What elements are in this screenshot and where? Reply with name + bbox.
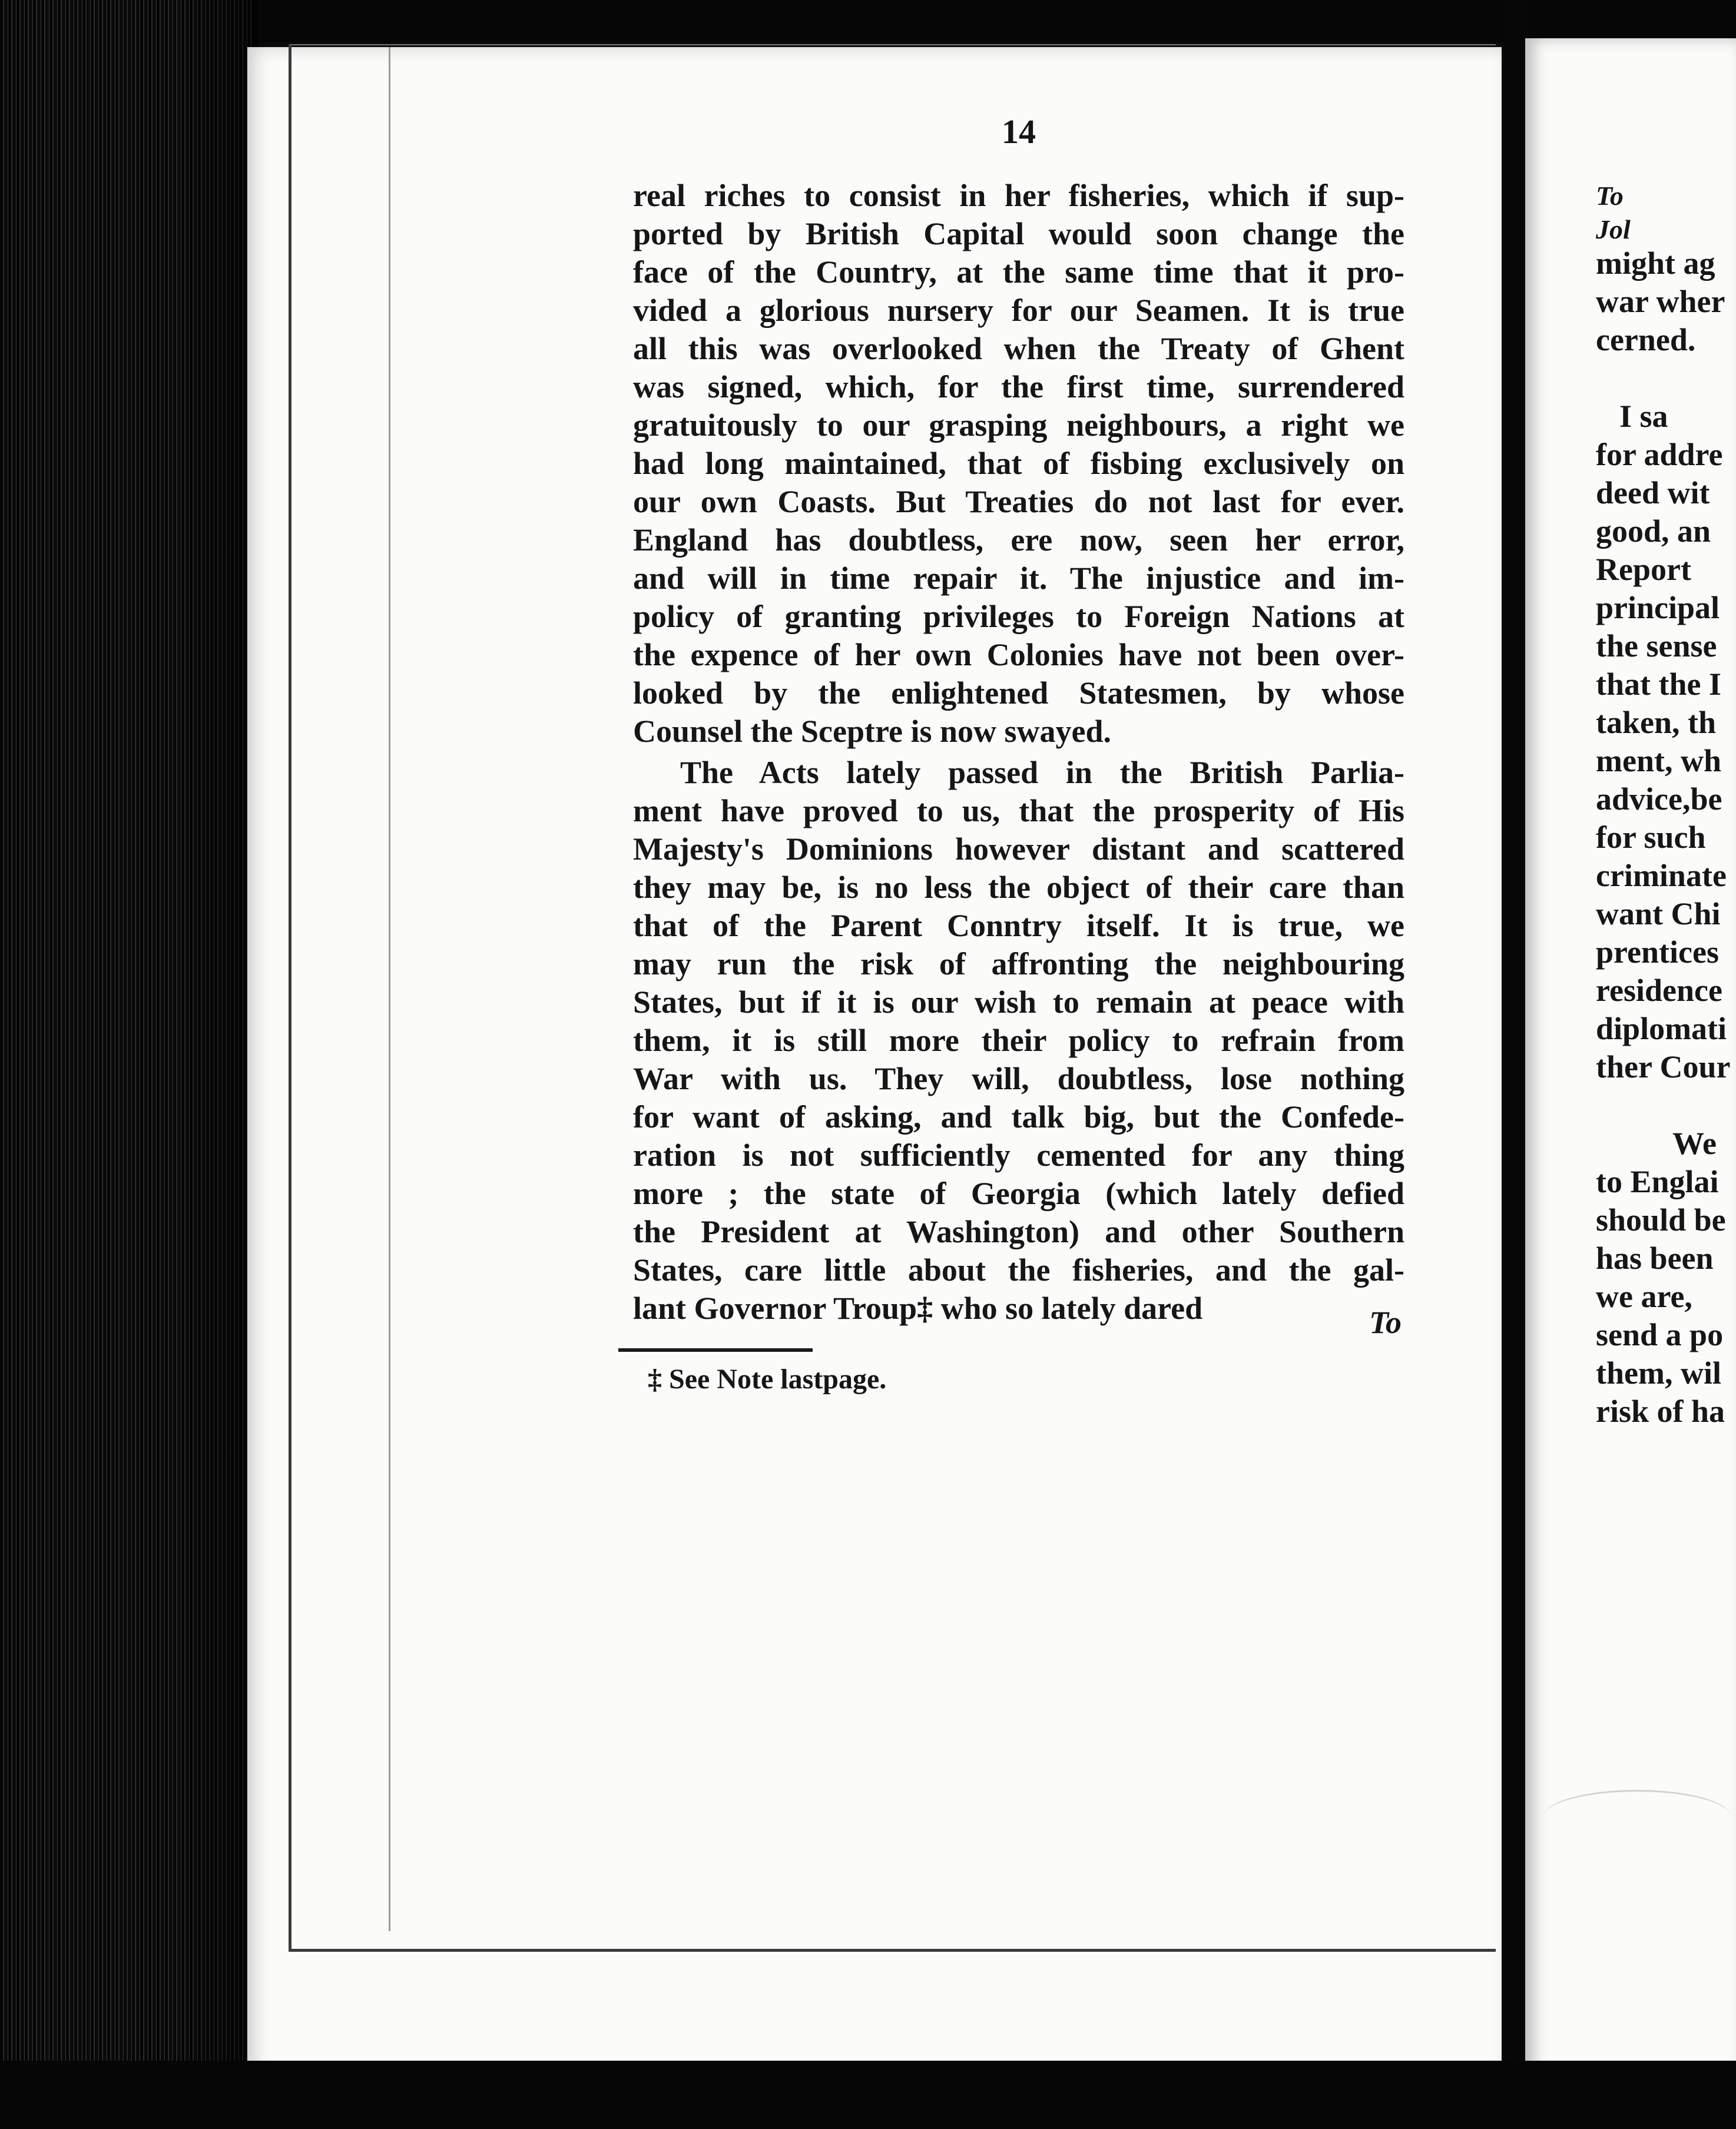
text-line: risk of ha [1596,1394,1725,1429]
text-line: policy of granting privileges to Foreign Nations at [633,599,1404,634]
text-line: ported by British Capital would soon change the [633,216,1404,251]
text-line [1596,1086,1736,1125]
text-line: send a po [1596,1317,1724,1352]
text-line: To [1596,181,1624,211]
text-line: ration is not sufficiently cemented for any thing [633,1138,1404,1173]
text-line [1596,359,1736,397]
text-line: and will in time repair it. The injustice and im- [633,561,1404,596]
text-line: criminate [1596,858,1727,893]
ink-smudge [1543,1790,1731,1845]
text-line: real riches to consist in her fisheries, which if sup- [633,178,1404,213]
text-line: War with us. They will, doubtless, lose nothing [633,1061,1404,1096]
text-line: want Chi [1596,896,1721,931]
text-line: might ag [1596,246,1715,281]
text-line: vided a glorious nursery for our Seamen. It is true [633,293,1404,328]
text-line: Counsel the Sceptre is now swayed. [633,714,1112,749]
text-line: Report [1596,552,1691,587]
page-fold-line [389,47,390,1931]
text-line: to Englai [1596,1164,1719,1199]
text-line: that the I [1596,666,1721,702]
text-line: our own Coasts. But Treaties do not last for ever. [633,484,1404,519]
text-line: for want of asking, and talk big, but the Confede- [633,1099,1404,1135]
text-line: ment have proved to us, that the prosperity of His [633,793,1404,828]
text-line: prentices [1596,934,1719,970]
text-line: has been [1596,1241,1714,1276]
text-line: diplomati [1596,1011,1727,1046]
text-line: they may be, is no less the object of their care than [633,870,1404,905]
text-line: for such [1596,820,1706,855]
text-line: Jol [1596,214,1631,244]
text-line: the sense [1596,628,1717,664]
text-line: advice,be [1596,781,1722,817]
text-line: principal [1596,590,1720,625]
text-line: war wher [1596,284,1725,319]
footnote: ‡ See Note lastpage. [648,1364,887,1395]
text-line: deed wit [1596,475,1710,510]
text-line: good, an [1596,513,1711,549]
text-line: Majesty's Dominions however distant and scattered [633,831,1404,867]
page-spine [1505,0,1528,2129]
text-line: ment, wh [1596,743,1721,778]
catchword: To [1369,1305,1402,1340]
text-line: The Acts lately passed in the British Parlia- [680,755,1404,790]
right-page-text [1596,177,1736,1431]
text-line: England has doubtless, ere now, seen her error, [633,522,1404,558]
text-line: more ; the state of Georgia (which lately defied [633,1176,1404,1211]
text-line: was signed, which, for the first time, surrendered [633,369,1404,404]
text-line: gratuitously to our grasping neighbours, a right we [633,407,1404,443]
text-line: them, it is still more their policy to refrain from [633,1023,1404,1058]
binding-shadow [177,0,259,2129]
paragraph-1 [633,177,1404,751]
text-line: the President at Washington) and other Southern [633,1214,1404,1249]
text-line: face of the Country, at the same time that it pro- [633,254,1404,290]
text-line: may run the risk of affronting the neighbouring [633,946,1404,981]
text-line: ther Cour [1596,1049,1731,1085]
text-line: We [1672,1126,1717,1161]
text-line: that of the Parent Conntry itself. It is true, we [633,908,1404,943]
text-line: States, but if it is our wish to remain at peace with [633,984,1404,1020]
scan-top-border [0,0,1736,42]
text-line: we are, [1596,1279,1692,1314]
page-number: 14 [1002,112,1036,151]
text-line: cerned. [1596,322,1696,357]
text-line: should be [1596,1202,1726,1238]
text-line: lant Governor Troup‡ who so lately dared [633,1291,1203,1326]
text-line: had long maintained, that of fisbing exclusively on [633,446,1404,481]
scan-bottom-border [0,2061,1736,2129]
text-line: residence [1596,973,1722,1008]
text-line: them, wil [1596,1355,1721,1391]
text-line: the expence of her own Colonies have not been over- [633,637,1404,672]
text-line: for addre [1596,437,1723,472]
text-line: looked by the enlightened Statesmen, by whose [633,675,1404,711]
paragraph-2 [633,754,1404,1328]
text-line: States, care little about the fisheries, and the gal- [633,1252,1404,1288]
footnote-rule [618,1348,813,1352]
text-line: taken, th [1596,705,1717,740]
text-line: all this was overlooked when the Treaty of Ghent [633,331,1404,366]
text-line: I sa [1619,399,1668,434]
